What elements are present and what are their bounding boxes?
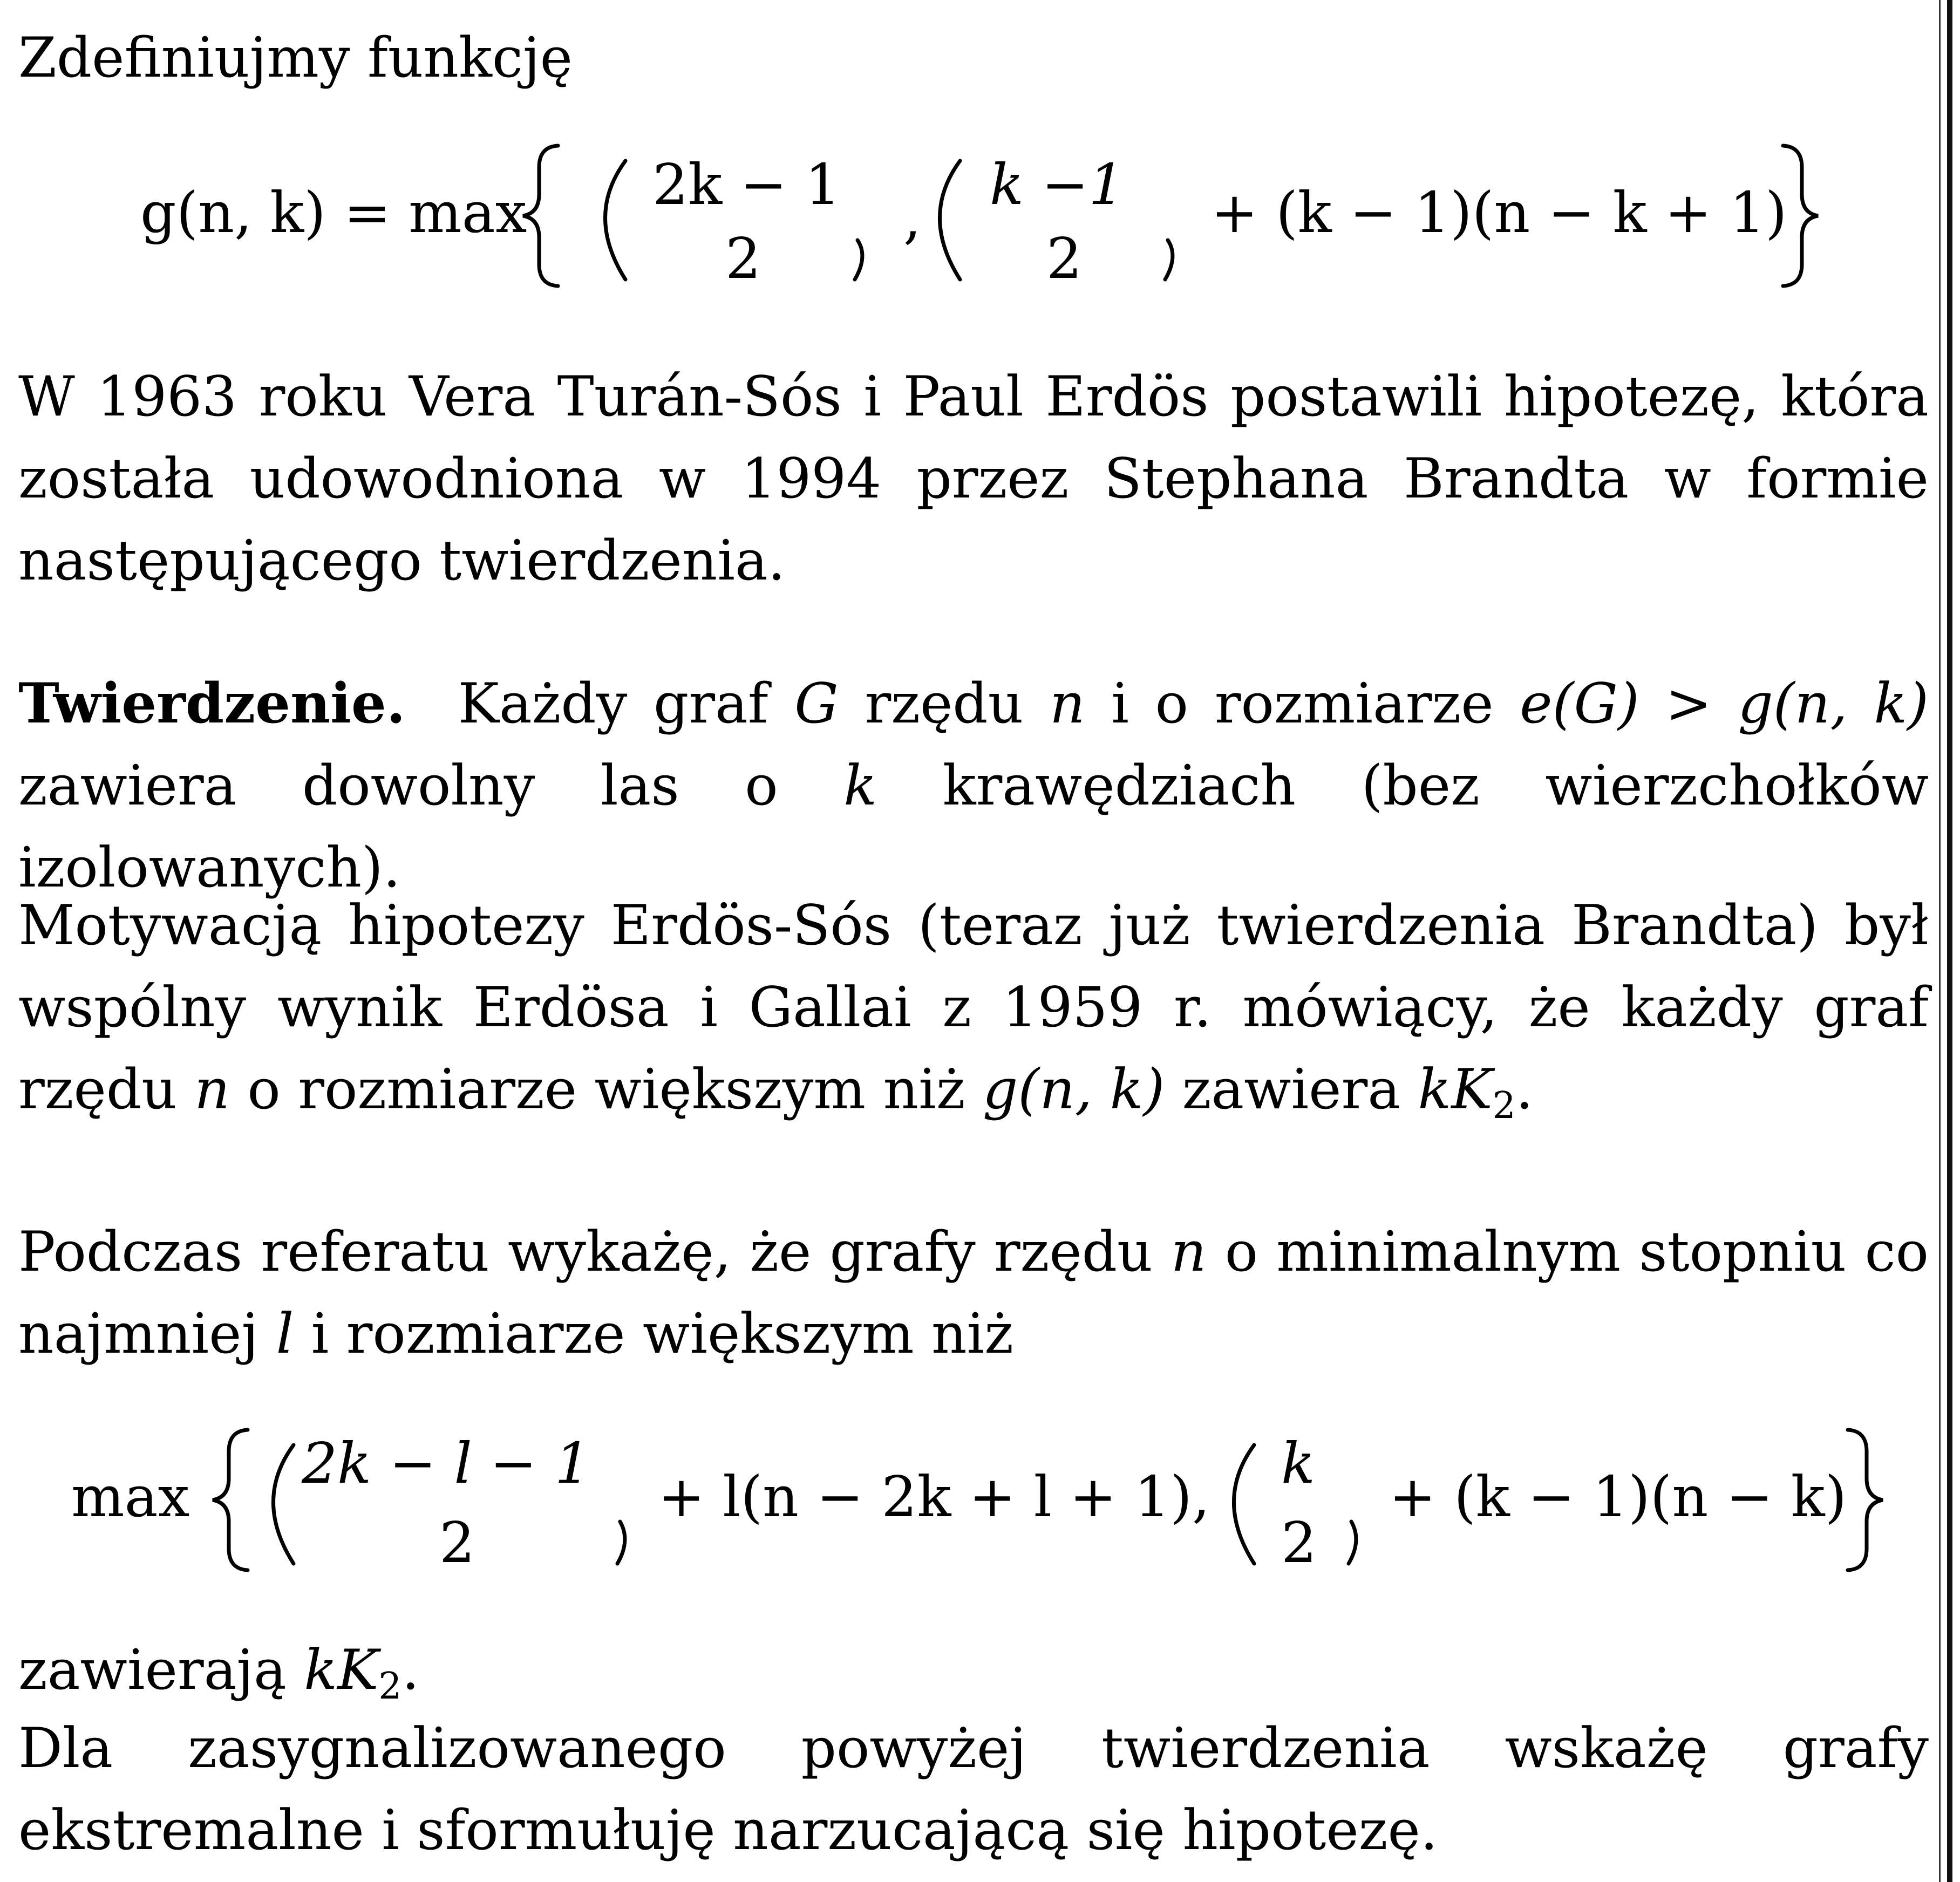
paragraph-motivation (18, 885, 1929, 1131)
binom1-left-paren (605, 161, 626, 279)
theorem-var-G: G (794, 672, 839, 736)
motivation-text-a: Motywacją hipotezy Erdös-Sós (teraz już twierdzenia Brandta) był wspólny wynik Erdösa i Gallai z 1959 r. mówiący, że każdy graf rzędu (18, 894, 1929, 1122)
talk-text-c: i rozmiarze większym niż (294, 1302, 1014, 1366)
paragraph-contains (18, 1629, 1929, 1711)
theorem-label: Twierdzenie. (18, 671, 406, 736)
formula2-binom2-top: k (1281, 1430, 1316, 1496)
talk-text-b: o minimalnym stopniu co najmniej (18, 1220, 1929, 1366)
motivation-expr: g(n, k) (983, 1058, 1165, 1122)
theorem-text-c: i o rozmiarze (1085, 672, 1520, 736)
motivation-text-b: o rozmiarze większym niż (229, 1058, 983, 1122)
binom2-right-paren (1165, 240, 1173, 279)
theorem-block (18, 663, 1929, 909)
right-brace-2 (1848, 1430, 1883, 1570)
binom1-right-paren (855, 240, 862, 279)
formula1-binom2-top: k −1 (990, 152, 1125, 217)
formula1-binom1-bottom: 2 (725, 226, 761, 291)
binom3-left-paren (274, 1445, 294, 1564)
theorem-var-k: k (843, 754, 877, 818)
intro-text: Zdefiniujmy funkcję (18, 26, 573, 90)
theorem-expr: e(G) > g(n, k) (1520, 672, 1929, 736)
conclusion-text: Dla zasygnalizowanego powyżej twierdzenia wskażę grafy ekstremalne i sformułuję narzucającą się hipotezę. (18, 1716, 1929, 1863)
theorem-var-n: n (1049, 672, 1085, 736)
formula2-binom1-top: 2k − l − 1 (302, 1430, 591, 1496)
theorem-text-b: rzędu (838, 672, 1050, 736)
paragraph-history-text: W 1963 roku Vera Turán-Sós i Paul Erdös postawili hipotezę, która została udowodniona w 1994 przez Stephana Brandta w formie następującego twierdzenia. (18, 365, 1929, 593)
paragraph-talk (18, 1211, 1929, 1375)
talk-text-a: Podczas referatu wykażę, że grafy rzędu (18, 1220, 1171, 1284)
contains-text-a: zawierają (18, 1638, 304, 1702)
formula2-tail: + (k − 1)(n − k) (1389, 1464, 1847, 1530)
formula2-binom1-bottom: 2 (439, 1510, 475, 1576)
binom2-left-paren (940, 161, 961, 279)
motivation-text-d: . (1515, 1058, 1534, 1122)
intro-line (18, 17, 1929, 99)
formula-g-svg (18, 135, 1929, 308)
theorem-text-e: krawędziach (bez wierzchołków izolowanych). (18, 754, 1929, 900)
motivation-sub: 2 (1492, 1085, 1516, 1127)
formula-max-svg (18, 1419, 1929, 1592)
theorem-text-d: zawiera dowolny las o (18, 754, 844, 818)
contains-sub: 2 (378, 1665, 402, 1708)
formula-g-definition (18, 135, 1929, 308)
theorem-text-a: Każdy graf (458, 672, 795, 736)
paragraph-history (18, 356, 1929, 602)
motivation-text-c: zawiera (1165, 1058, 1418, 1122)
contains-kk: kK (304, 1638, 379, 1702)
formula1-lhs: g(n, k) = max (140, 180, 527, 246)
formula2-lhs: max (71, 1464, 190, 1530)
page-border-inner (1939, 0, 1941, 1882)
formula2-mid: + l(n − 2k + l + 1), (658, 1464, 1210, 1530)
page-border-right (1947, 0, 1952, 1882)
talk-var-n: n (1170, 1220, 1207, 1284)
talk-var-l: l (276, 1302, 294, 1366)
left-brace-2 (213, 1430, 248, 1570)
motivation-kk: kK (1418, 1058, 1493, 1122)
binom4-right-paren (1349, 1522, 1356, 1564)
formula1-binom1-top: 2k − 1 (652, 152, 841, 217)
formula1-binom2-bottom: 2 (1046, 226, 1083, 291)
formula-max-bound (18, 1419, 1929, 1592)
formula2-binom2-bottom: 2 (1281, 1510, 1317, 1576)
right-brace (1783, 146, 1818, 286)
left-brace (523, 146, 558, 286)
binom3-right-paren (617, 1522, 625, 1564)
paragraph-conclusion (18, 1708, 1929, 1872)
motivation-var-n: n (194, 1058, 230, 1122)
binom4-left-paren (1234, 1445, 1255, 1564)
formula1-tail: + (k − 1)(n − k + 1) (1211, 180, 1787, 246)
contains-text-b: . (401, 1638, 419, 1702)
formula1-separator: , (903, 185, 922, 251)
